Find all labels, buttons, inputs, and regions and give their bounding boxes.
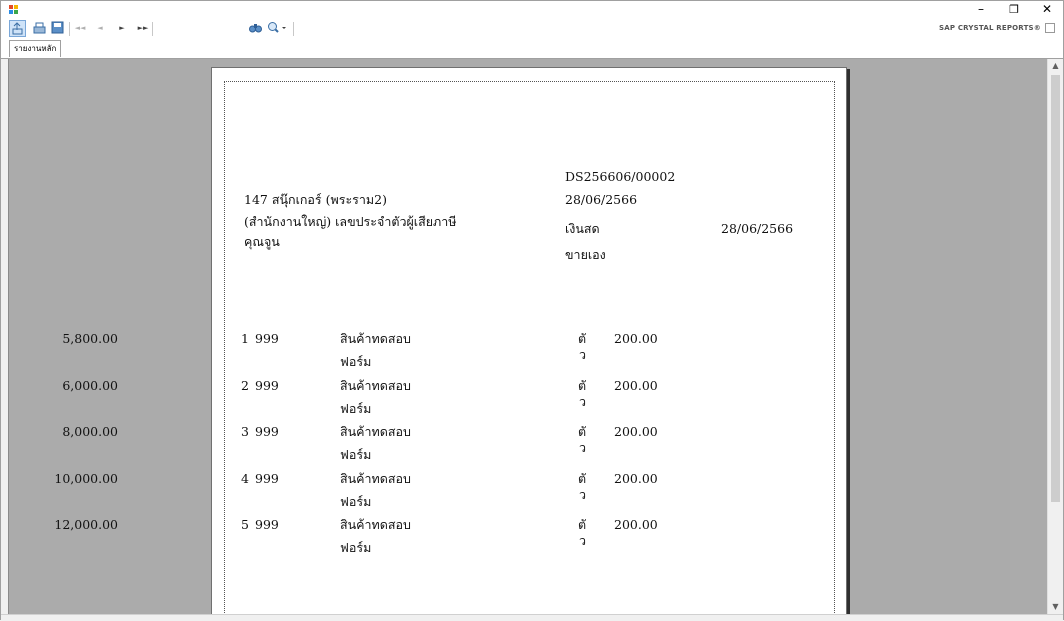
scroll-thumb[interactable] (1051, 75, 1060, 502)
sap-crystal-reports-logo: SAP CRYSTAL REPORTS® (939, 24, 1041, 32)
toolbar-separator (293, 22, 294, 36)
last-page-button[interactable]: ►► (137, 24, 149, 32)
item-name: สินค้าทดสอบ (340, 424, 411, 439)
item-amount: 5,800.00 (62, 331, 118, 346)
next-page-button[interactable]: ► (119, 24, 125, 32)
item-price: 200.00 (614, 470, 658, 486)
item-unit-line2: ว (579, 393, 587, 409)
page-margin-guide (224, 81, 835, 614)
item-name-line2: ฟอร์ม (340, 354, 372, 369)
title-bar (1, 1, 1063, 18)
zoom-icon (267, 21, 287, 34)
scroll-down-arrow[interactable]: ▼ (1052, 602, 1059, 611)
item-price: 200.00 (614, 424, 658, 439)
item-unit-line2: ว (579, 347, 587, 362)
item-name-line2: ฟอร์ม (340, 400, 372, 416)
payment-type: เงินสด (565, 221, 600, 236)
item-code: 999 (255, 517, 279, 532)
print-button[interactable] (31, 21, 47, 36)
item-unit: ตั (578, 331, 587, 346)
toolbar (1, 19, 1063, 39)
item-unit: ตั (578, 377, 587, 393)
item-name: สินค้าทดสอบ (340, 470, 411, 486)
item-name: สินค้าทดสอบ (340, 331, 411, 346)
item-price: 200.00 (614, 517, 658, 532)
item-code: 999 (255, 377, 279, 393)
item-number: 5 (241, 517, 249, 532)
item-amount: 12,000.00 (54, 517, 118, 532)
item-number: 3 (241, 424, 249, 439)
zoom-button[interactable] (267, 21, 287, 36)
first-page-button[interactable]: ◄◄ (74, 24, 86, 32)
binoculars-icon (249, 21, 262, 34)
app-icon (9, 5, 19, 14)
item-unit-line2: ว (579, 533, 587, 548)
item-unit: ตั (578, 424, 587, 439)
item-amount: 8,000.00 (62, 424, 118, 439)
item-name: สินค้าทดสอบ (340, 377, 411, 393)
left-panel-edge (1, 59, 9, 619)
scroll-up-arrow[interactable]: ▲ (1052, 61, 1059, 70)
item-number: 1 (241, 331, 249, 346)
toolbar-separator (69, 22, 70, 36)
tab-strip (1, 39, 1063, 59)
report-page (54, 67, 847, 614)
minimize-button[interactable]: – (978, 2, 984, 16)
document-number: DS256606/00002 (565, 169, 676, 184)
contact-name: คุณจูน (244, 234, 280, 249)
item-price: 200.00 (614, 377, 658, 393)
save-icon (51, 21, 64, 34)
export-button[interactable] (9, 20, 26, 37)
item-code: 999 (255, 424, 279, 439)
item-unit: ตั (578, 470, 587, 486)
item-name-line2: ฟอร์ม (340, 540, 372, 555)
toolbar-separator (152, 22, 153, 36)
close-button[interactable]: ✕ (1041, 2, 1053, 16)
item-number: 2 (241, 377, 249, 393)
export-icon (10, 21, 25, 36)
customer-branch-tax: (สำนักงานใหญ่) เลขประจำตัวผู้เสียภาษี (244, 214, 457, 229)
previous-page-button[interactable]: ◄ (97, 24, 103, 32)
item-amount: 6,000.00 (62, 377, 118, 393)
vertical-scrollbar[interactable] (1047, 59, 1063, 614)
save-button[interactable] (50, 21, 64, 36)
item-name-line2: ฟอร์ม (340, 447, 372, 462)
find-button[interactable] (248, 21, 262, 36)
panel-toggle-icon[interactable] (1045, 23, 1055, 33)
item-code: 999 (255, 470, 279, 486)
item-unit-line2: ว (579, 440, 587, 455)
item-unit-line2: ว (579, 486, 587, 502)
due-date: 28/06/2566 (721, 221, 794, 236)
restore-button[interactable]: ❐ (1009, 3, 1019, 16)
item-unit: ตั (578, 517, 587, 532)
item-name: สินค้าทดสอบ (340, 517, 411, 532)
tab-main-report[interactable]: รายงานหลัก (9, 40, 61, 57)
customer-name: 147 สนุ๊กเกอร์ (พระราม2) (244, 192, 387, 207)
item-number: 4 (241, 470, 249, 486)
print-icon (32, 21, 47, 36)
report-canvas (9, 59, 1047, 614)
item-amount: 10,000.00 (54, 470, 118, 486)
salesperson: ขายเอง (565, 247, 606, 262)
item-code: 999 (255, 331, 279, 346)
document-date: 28/06/2566 (565, 192, 638, 207)
item-price: 200.00 (614, 331, 658, 346)
item-name-line2: ฟอร์ม (340, 493, 372, 509)
